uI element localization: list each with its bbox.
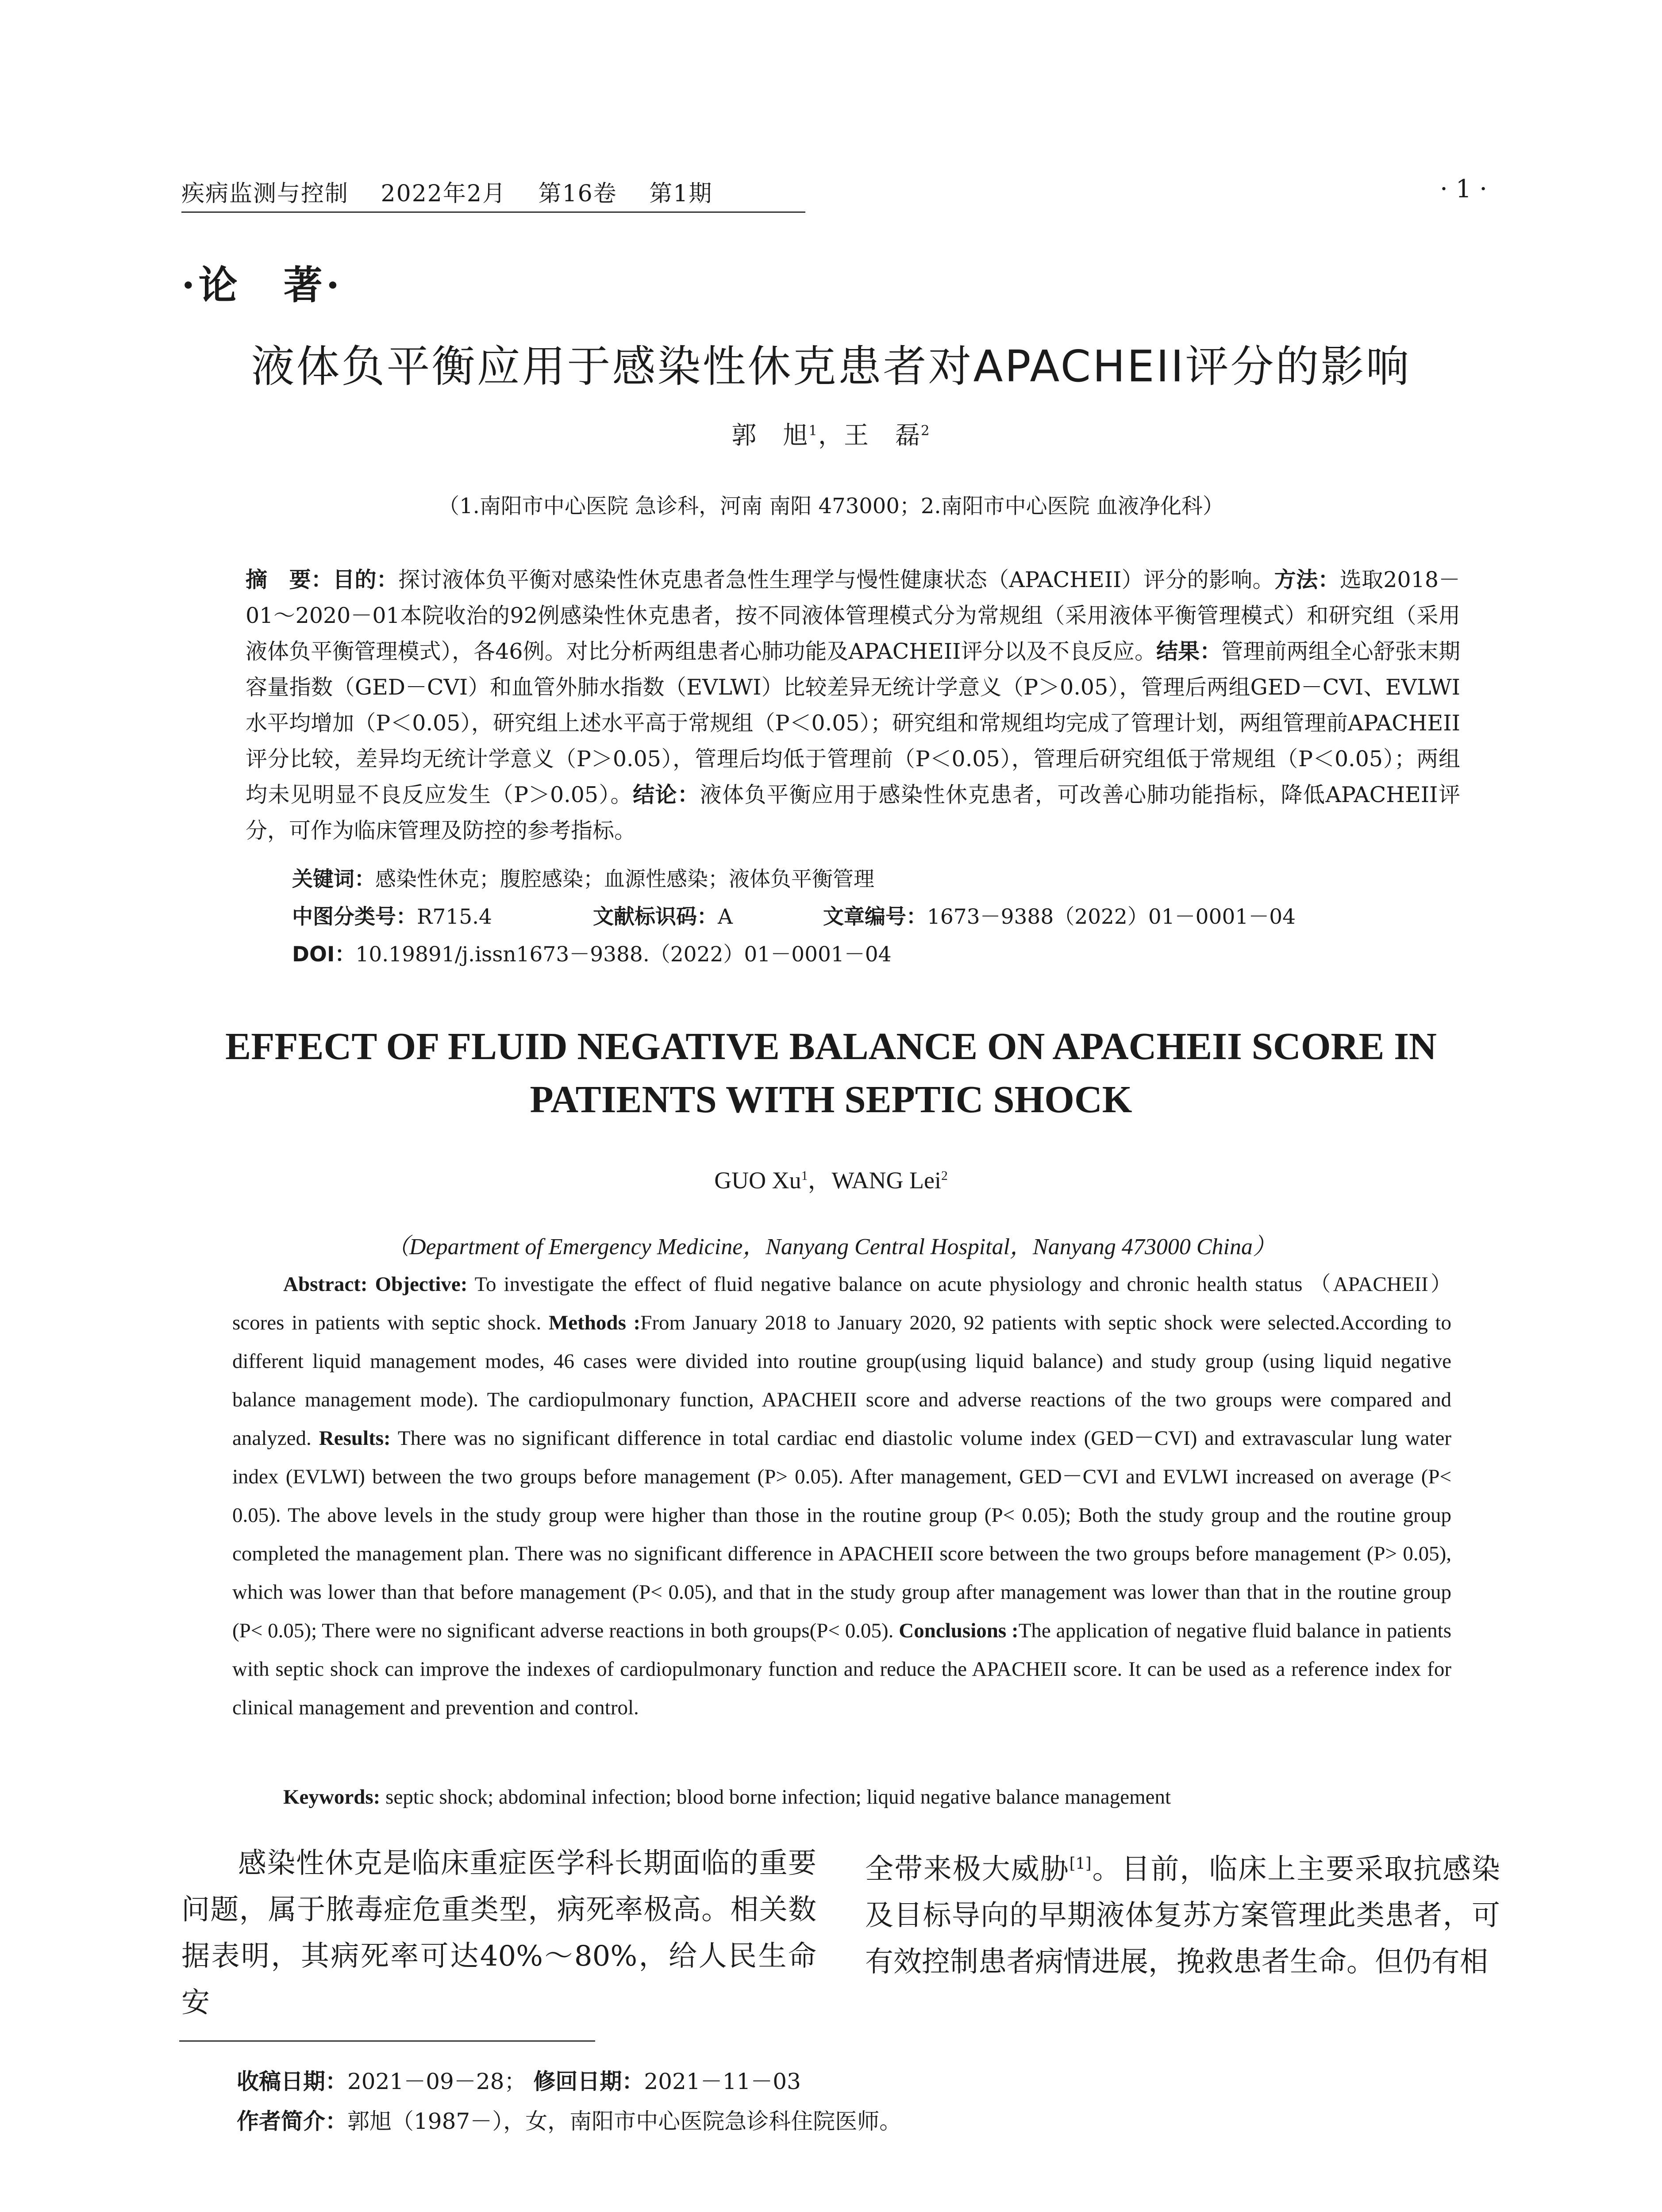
conclusions-en-label: Conclusions :	[899, 1619, 1019, 1642]
classification-row	[292, 900, 1354, 930]
doc-code-label: 文献标识码：	[593, 905, 718, 929]
objective-text: 探讨液体负平衡对感染性休克患者急性生理学与慢性健康状态（APACHEII）评分的影响。	[398, 567, 1274, 592]
author-1-affil: 1	[808, 422, 818, 439]
abstract-cn-lead: 摘 要：	[246, 567, 333, 592]
doc-code-value: A	[718, 905, 733, 929]
received-dates	[237, 2064, 801, 2096]
revised-label: 修回日期：	[533, 2069, 644, 2094]
conclusion-label: 结论：	[633, 782, 700, 807]
citation-ref: [1]	[1069, 1855, 1092, 1873]
author-2-en-affil: 2	[941, 1169, 948, 1183]
conclusions-en-text: The application of negative fluid balance in patients with septic shock can improve the indexes of cardiopulmonary function and reduce the APACHEII score. It can be used as a reference index for clinical management and prevention and control.	[232, 1619, 1452, 1719]
keywords-en-value: septic shock; abdominal infection; blood borne infection; liquid negative balance management	[380, 1786, 1171, 1809]
keywords-en-label: Keywords:	[283, 1786, 381, 1809]
body-column-right	[865, 1840, 1500, 1985]
doi-value: 10.19891/j.issn1673－9388.（2022）01－0001－04	[355, 942, 892, 967]
author-2-en: WANG Lei	[831, 1167, 941, 1194]
author-bio	[237, 2104, 901, 2135]
revised-date: 2021－11－03	[644, 2069, 801, 2094]
keywords-cn-label: 关键词：	[292, 867, 375, 891]
author-2: 王 磊	[844, 421, 921, 450]
objective-en-text: To investigate the effect of fluid negative balance on acute physiology and chronic health status （APACHEII） scores in patients with septic shock.	[232, 1273, 1451, 1334]
author-1-en: GUO Xu	[714, 1167, 801, 1194]
results-text: 管理前两组全心舒张末期容量指数（GED－CVI）和血管外肺水指数（EVLWI）比较差异无统计学意义（P＞0.05），管理后两组GED－CVI、EVLWI水平均增加（P＜0.05），研究组上述水平高于常规组（P＜0.05）；研究组和常规组均完成了管理计划，两组管理前APACHEII评分比较，差异均无统计学意义（P＞0.05），管理后均低于管理前（P＜0.05），管理后研究组低于常规组（P＜0.05）；两组均未见明显不良反应发生（P＞0.05）。	[246, 639, 1460, 807]
running-header	[181, 175, 712, 208]
journal-name: 疾病监测与控制	[181, 180, 349, 207]
received-date: 2021－09－28；	[347, 2069, 527, 2094]
article-no-value: 1673－9388（2022）01－0001－04	[927, 905, 1296, 929]
author-1: 郭 旭	[731, 421, 809, 450]
conclusion-text: 液体负平衡应用于感染性休克患者，可改善心肺功能指标，降低APACHEII评分，可作为临床管理及防控的参考指标。	[246, 782, 1460, 843]
author-bio-label: 作者简介：	[237, 2108, 347, 2134]
abstract-cn	[246, 562, 1460, 849]
author-2-affil: 2	[921, 422, 931, 439]
authors-cn: 郭 旭$^1$，王 磊$^2$	[731, 421, 931, 450]
author-bio-text: 郭旭（1987－），女，南阳市中心医院急诊科住院医师。	[347, 2108, 902, 2134]
title-en: EFFECT OF FLUID NEGATIVE BALANCE ON APACHEII SCORE IN PATIENTS WITH SEPTIC SHOCK	[225, 1025, 1437, 1121]
results-en-text: There was no significant difference in total cardiac end diastolic volume index (GED－CVI) and extravascular lung water index (EVLWI) between the two groups before management (P> 0.05). After management, GED－CVI and EVLWI increased on average (P< 0.05). The above levels in the study group were higher than those in the routine group (P< 0.05); Both the study group and the routine group completed the management plan. There was no significant difference in APACHEII score between the two groups before management (P> 0.05), which was lower than that before management (P< 0.05), and that in the study group after management was lower than that in the routine group (P< 0.05); There were no significant adverse reactions in both groups(P< 0.05).	[232, 1427, 1451, 1642]
title-cn: 液体负平衡应用于感染性休克患者对APACHEII评分的影响	[251, 342, 1411, 392]
doi-row	[292, 938, 892, 968]
abstract-en	[232, 1265, 1451, 1727]
body-right-text-1: 全带来极大威胁	[865, 1853, 1070, 1886]
received-label: 收稿日期：	[237, 2069, 347, 2094]
affiliation-en: （Department of Emergency Medicine，Nanyang Central Hospital，Nanyang 473000 China）	[386, 1234, 1276, 1260]
keywords-cn-value: 感染性休克；腹腔感染；血源性感染；液体负平衡管理	[375, 867, 874, 891]
volume: 第16卷	[538, 180, 617, 207]
section-label: ·论 著·	[181, 262, 343, 308]
keywords-cn	[292, 863, 874, 892]
footnote-rule	[179, 2040, 595, 2042]
body-column-left: 感染性休克是临床重症医学科长期面临的重要问题，属于脓毒症危重类型，病死率极高。相关数据表明，其病死率可达40%～80%，给人民生命安	[181, 1847, 816, 2019]
objective-en-label: Objective:	[375, 1273, 468, 1296]
article-no-label: 文章编号：	[823, 905, 927, 929]
header-rule	[181, 211, 805, 213]
authors-en: GUO Xu$^1$，WANG Lei$^2$	[714, 1167, 948, 1194]
results-label: 结果：	[1156, 638, 1222, 664]
methods-en-text: From January 2018 to January 2020, 92 patients with septic shock were selected.According to different liquid management modes, 46 cases were divided into routine group(using liquid balance) and study group (using liquid negative balance management mode). The cardiopulmonary function, APACHEII score and adverse reactions of the two groups were compared and analyzed.	[232, 1311, 1451, 1450]
doi-label: DOI：	[292, 942, 356, 967]
author-1-en-affil: 1	[801, 1169, 808, 1183]
clc-label: 中图分类号：	[292, 905, 417, 929]
abstract-en-label: Abstract:	[283, 1273, 368, 1296]
issue: 第1期	[649, 180, 713, 207]
methods-text: 选取2018－01～2020－01本院收治的92例感染性休克患者，按不同液体管理模式分为常规组（采用液体平衡管理模式）和研究组（采用液体负平衡管理模式），各46例。对比分析两组患者心肺功能及APACHEII评分以及不良反应。	[246, 567, 1461, 664]
issue-date: 2022年2月	[381, 180, 506, 207]
body-right-text-2: 。目前，临床上主要采取抗感染及目标导向的早期液体复苏方案管理此类患者，可有效控制患者病情进展，挽救患者生命。但仍有相	[865, 1853, 1500, 1979]
affiliation-cn: （1.南阳市中心医院 急诊科，河南 南阳 473000；2.南阳市中心医院 血液净化科）	[438, 494, 1224, 518]
methods-label: 方法：	[1274, 567, 1340, 592]
clc-value: R715.4	[417, 905, 492, 929]
objective-label: 目的：	[333, 567, 399, 592]
keywords-en	[283, 1785, 1171, 1809]
methods-en-label: Methods :	[548, 1311, 641, 1334]
results-en-label: Results:	[319, 1427, 391, 1450]
page-number: · 1 ·	[1440, 175, 1487, 204]
